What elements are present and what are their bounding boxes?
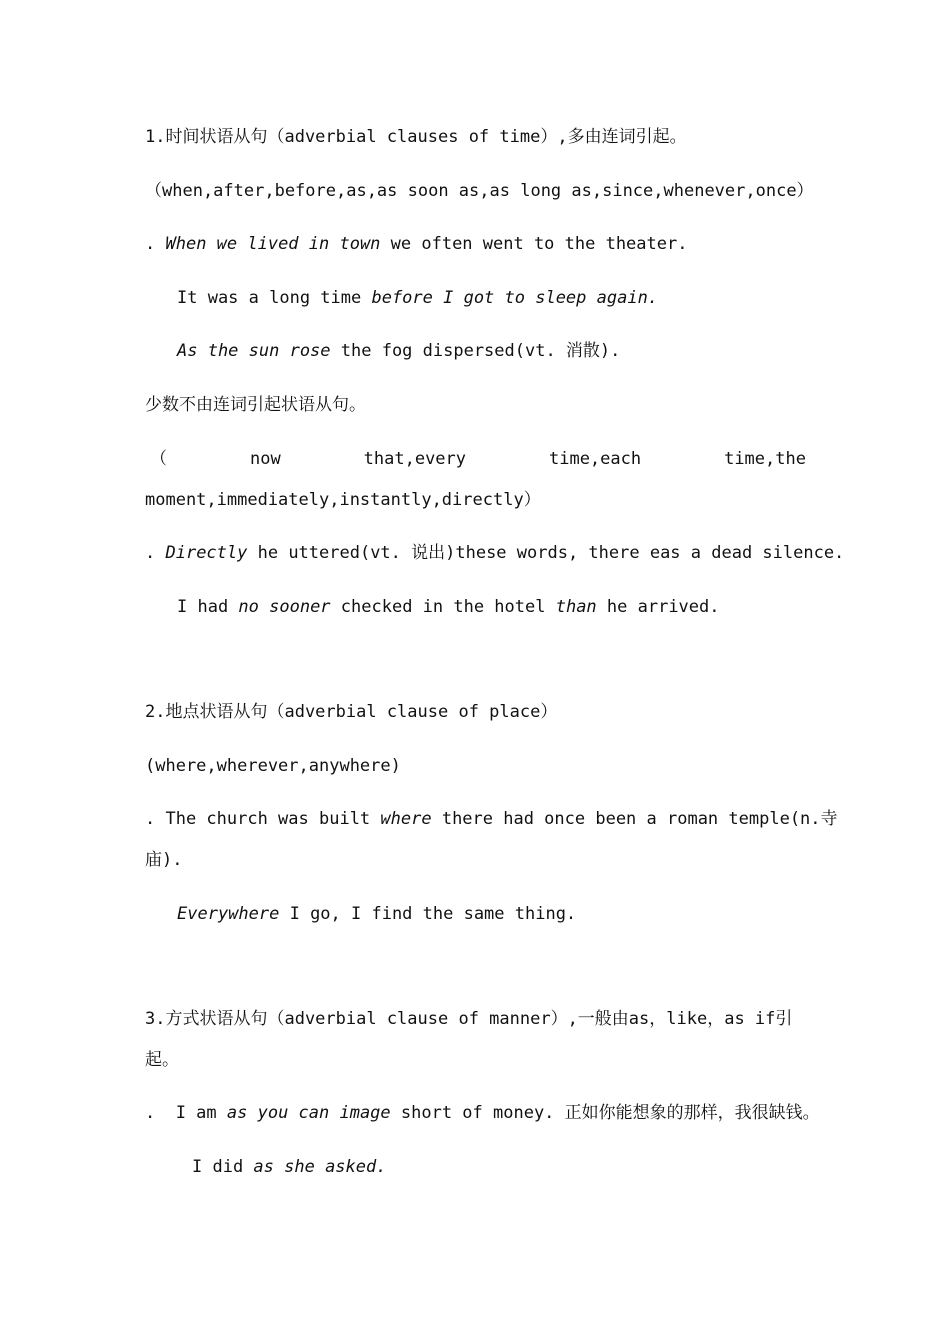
clause: before I got to sleep again. [371,288,659,308]
sentence-rest: the fog dispersed(vt. 消散). [330,341,621,361]
clause: Directly [165,543,248,563]
example-sentence [145,1102,830,1124]
clause: as she asked. [253,1157,387,1177]
list-item: now [249,449,281,469]
example-sentence [177,903,810,925]
section-1-note: 少数不由连词引起状语从句。 [145,395,366,415]
example-sentence [177,340,810,362]
example-sentence [177,287,810,309]
example-continuation: 庙). [145,850,183,870]
sentence-part: checked in the hotel [330,597,556,617]
clause: When we lived in town [165,234,381,254]
section-1-heading: 1.时间状语从句（adverbial clauses of time）,多由连词引起。 [145,127,687,147]
example-sentence [145,542,845,564]
section-3-heading: 3.方式状语从句（adverbial clause of manner）,一般由as，like，as if引 [145,1009,793,1029]
sentence-rest: he uttered(vt. 说出)these words, there eas a dead silence. [247,543,845,563]
sentence-start: . I am [145,1103,227,1123]
sentence-start: It was a long time [177,288,372,308]
sentence-rest: there had once been a roman temple(n.寺 [431,809,838,829]
sentence-rest: we often went to the theater. [380,234,688,254]
clause: where [380,809,432,829]
example-sentence [145,808,838,830]
list-item: time,the [724,449,806,469]
clause: Everywhere [177,904,280,924]
clause: than [555,597,597,617]
bullet: . [145,543,166,563]
list-row: moment,immediately,instantly,directly） [145,490,541,510]
clause: no sooner [238,597,331,617]
list-item: that,every [363,449,467,469]
sentence-rest: I go, I find the same thing. [279,904,577,924]
clause: as you can image [226,1103,391,1123]
list-item: time,each [548,449,642,469]
example-sentence [145,233,810,255]
sentence-start: . The church was built [145,809,381,829]
list-row [150,448,806,470]
sentence-start: I did [192,1157,254,1177]
section-1-conjunctions: （when,after,before,as,as soon as,as long as,since,whenever,once） [145,181,814,201]
bullet: . [145,234,166,254]
example-sentence [177,596,810,618]
sentence-rest: short of money. 正如你能想象的那样，我很缺钱。 [390,1103,820,1123]
list-item: （ [150,449,167,469]
example-sentence [192,1156,810,1178]
sentence-part: he arrived. [596,597,720,617]
clause: As the sun rose [177,341,331,361]
sentence-part: I had [177,597,239,617]
section-2-conjunctions: (where,wherever,anywhere) [145,756,401,776]
section-3-heading-cont: 起。 [145,1050,179,1070]
section-2-heading: 2.地点状语从句（adverbial clause of place） [145,702,558,722]
